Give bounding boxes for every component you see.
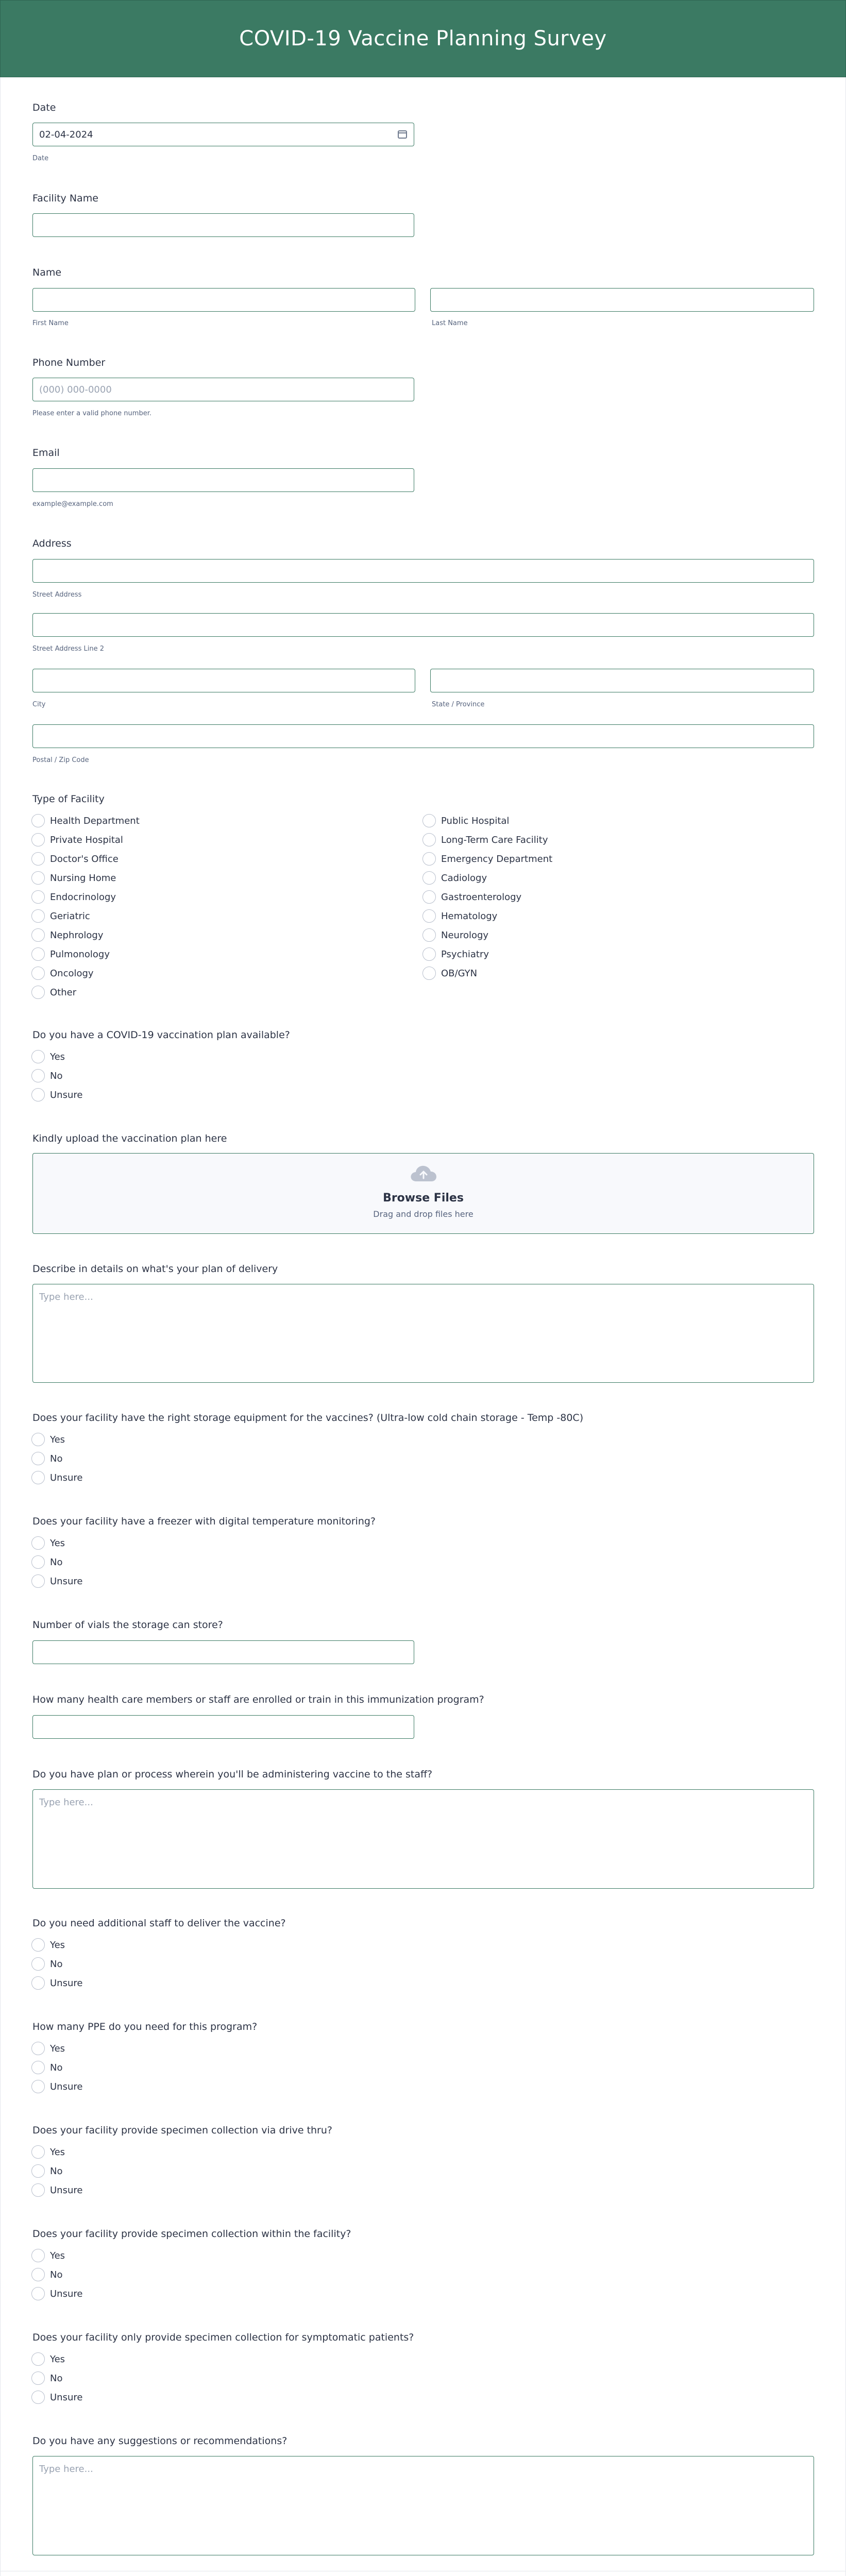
state-input[interactable]: [430, 669, 814, 692]
freezer-unsure-radio[interactable]: Unsure: [31, 1573, 82, 1589]
drive-thru-unsure-radio[interactable]: Unsure: [31, 2182, 82, 2198]
within-facility-unsure-radio[interactable]: Unsure: [31, 2286, 82, 2301]
drag-drop-hint: Drag and drop files here: [373, 1209, 473, 1219]
postal-code-sublabel: Postal / Zip Code: [32, 756, 89, 764]
delivery-label: Describe in details on what's your plan of delivery: [32, 1263, 278, 1275]
vials-question-label: Number of vials the storage can store?: [32, 1619, 223, 1631]
suggestions-label: Do you have any suggestions or recommendations?: [32, 2435, 287, 2447]
staff-plan-label: Do you have plan or process wherein you'll be administering vaccine to the staff?: [32, 1769, 433, 1780]
phone-label: Phone Number: [32, 357, 106, 368]
ppe-yes-radio[interactable]: Yes: [31, 2041, 65, 2056]
radio-endocrinology[interactable]: Endocrinology: [31, 889, 116, 905]
form-title: COVID-19 Vaccine Planning Survey: [239, 27, 607, 50]
browse-files-button[interactable]: Browse Files: [383, 1192, 464, 1205]
radio-cadiology[interactable]: Cadiology: [422, 870, 487, 886]
radio-hematology[interactable]: Hematology: [422, 908, 497, 924]
plan-question-label: Do you have a COVID-19 vaccination plan available?: [32, 1029, 290, 1041]
radio-neurology[interactable]: Neurology: [422, 927, 488, 943]
radio-private-hospital[interactable]: Private Hospital: [31, 832, 123, 848]
radio-doctors-office[interactable]: Doctor's Office: [31, 851, 119, 867]
radio-pulmonology[interactable]: Pulmonology: [31, 946, 110, 962]
freezer-yes-radio[interactable]: Yes: [31, 1535, 65, 1551]
staff-plan-textarea[interactable]: [32, 1789, 814, 1889]
first-name-sublabel: First Name: [32, 319, 69, 327]
staff-count-input[interactable]: [32, 1715, 414, 1739]
radio-health-department[interactable]: Health Department: [31, 813, 140, 828]
facility-name-input[interactable]: [32, 213, 414, 237]
city-sublabel: City: [32, 701, 46, 708]
storage-question-label: Does your facility have the right storage equipment for the vaccines? (Ultra-low cold chain storage - Temp -80C): [32, 1412, 584, 1423]
calendar-icon[interactable]: [398, 130, 407, 139]
name-label: Name: [32, 267, 62, 278]
form-header: [0, 0, 846, 77]
street-address-input[interactable]: [32, 559, 814, 583]
drive-thru-question-label: Does your facility provide specimen collection via drive thru?: [32, 2125, 332, 2136]
additional-staff-unsure-radio[interactable]: Unsure: [31, 1975, 82, 1991]
radio-other[interactable]: Other: [31, 985, 76, 1000]
drive-thru-yes-radio[interactable]: Yes: [31, 2144, 65, 2160]
vials-input[interactable]: [32, 1640, 414, 1664]
within-facility-no-radio[interactable]: No: [31, 2267, 62, 2282]
date-label: Date: [32, 102, 56, 113]
radio-nephrology[interactable]: Nephrology: [31, 927, 103, 943]
delivery-textarea[interactable]: [32, 1284, 814, 1383]
suggestions-textarea[interactable]: [32, 2456, 814, 2555]
staff-count-label: How many health care members or staff are enrolled or train in this immunization program?: [32, 1694, 484, 1705]
storage-yes-radio[interactable]: Yes: [31, 1432, 65, 1447]
street-address-sublabel: Street Address: [32, 591, 82, 599]
last-name-input[interactable]: [430, 288, 814, 312]
additional-staff-yes-radio[interactable]: Yes: [31, 1937, 65, 1953]
city-input[interactable]: [32, 669, 415, 692]
ppe-unsure-radio[interactable]: Unsure: [31, 2079, 82, 2094]
last-name-sublabel: Last Name: [432, 319, 468, 327]
email-input[interactable]: [32, 468, 414, 492]
additional-staff-no-radio[interactable]: No: [31, 1956, 62, 1972]
plan-yes-radio[interactable]: Yes: [31, 1049, 65, 1064]
street-address-line2-input[interactable]: [32, 613, 814, 637]
radio-psychiatry[interactable]: Psychiatry: [422, 946, 489, 962]
cloud-upload-icon: [409, 1164, 438, 1182]
storage-no-radio[interactable]: No: [31, 1451, 62, 1466]
radio-oncology[interactable]: Oncology: [31, 965, 94, 981]
radio-ob-gyn[interactable]: OB/GYN: [422, 965, 477, 981]
postal-code-input[interactable]: [32, 724, 814, 748]
freezer-no-radio[interactable]: No: [31, 1554, 62, 1570]
radio-nursing-home[interactable]: Nursing Home: [31, 870, 116, 886]
address-label: Address: [32, 538, 72, 549]
radio-geriatric[interactable]: Geriatric: [31, 908, 90, 924]
date-input[interactable]: [32, 123, 414, 146]
facility-name-label: Facility Name: [32, 193, 98, 204]
storage-unsure-radio[interactable]: Unsure: [31, 1470, 82, 1485]
date-sublabel: Date: [32, 155, 49, 162]
state-sublabel: State / Province: [432, 701, 485, 708]
within-facility-question-label: Does your facility provide specimen collection within the facility?: [32, 2228, 351, 2240]
radio-public-hospital[interactable]: Public Hospital: [422, 813, 509, 828]
within-facility-yes-radio[interactable]: Yes: [31, 2248, 65, 2263]
plan-no-radio[interactable]: No: [31, 1068, 62, 1083]
ppe-no-radio[interactable]: No: [31, 2060, 62, 2075]
radio-gastroenterology[interactable]: Gastroenterology: [422, 889, 521, 905]
radio-emergency-department[interactable]: Emergency Department: [422, 851, 552, 867]
street-address-line2-sublabel: Street Address Line 2: [32, 645, 105, 653]
plan-unsure-radio[interactable]: Unsure: [31, 1087, 82, 1103]
upload-label: Kindly upload the vaccination plan here: [32, 1133, 227, 1144]
symptomatic-yes-radio[interactable]: Yes: [31, 2351, 65, 2367]
symptomatic-question-label: Does your facility only provide specimen collection for symptomatic patients?: [32, 2332, 414, 2343]
facility-type-label: Type of Facility: [32, 793, 105, 805]
additional-staff-label: Do you need additional staff to deliver the vaccine?: [32, 1918, 286, 1929]
symptomatic-unsure-radio[interactable]: Unsure: [31, 2389, 82, 2405]
ppe-question-label: How many PPE do you need for this program?: [32, 2021, 258, 2032]
symptomatic-no-radio[interactable]: No: [31, 2370, 62, 2386]
email-sublabel: example@example.com: [32, 500, 113, 508]
radio-long-term-care[interactable]: Long-Term Care Facility: [422, 832, 548, 848]
file-upload-dropzone[interactable]: [32, 1153, 814, 1234]
phone-sublabel: Please enter a valid phone number.: [32, 410, 151, 417]
phone-input[interactable]: [32, 378, 414, 401]
email-label: Email: [32, 447, 60, 459]
drive-thru-no-radio[interactable]: No: [31, 2163, 62, 2179]
first-name-input[interactable]: [32, 288, 415, 312]
freezer-question-label: Does your facility have a freezer with digital temperature monitoring?: [32, 1516, 376, 1527]
